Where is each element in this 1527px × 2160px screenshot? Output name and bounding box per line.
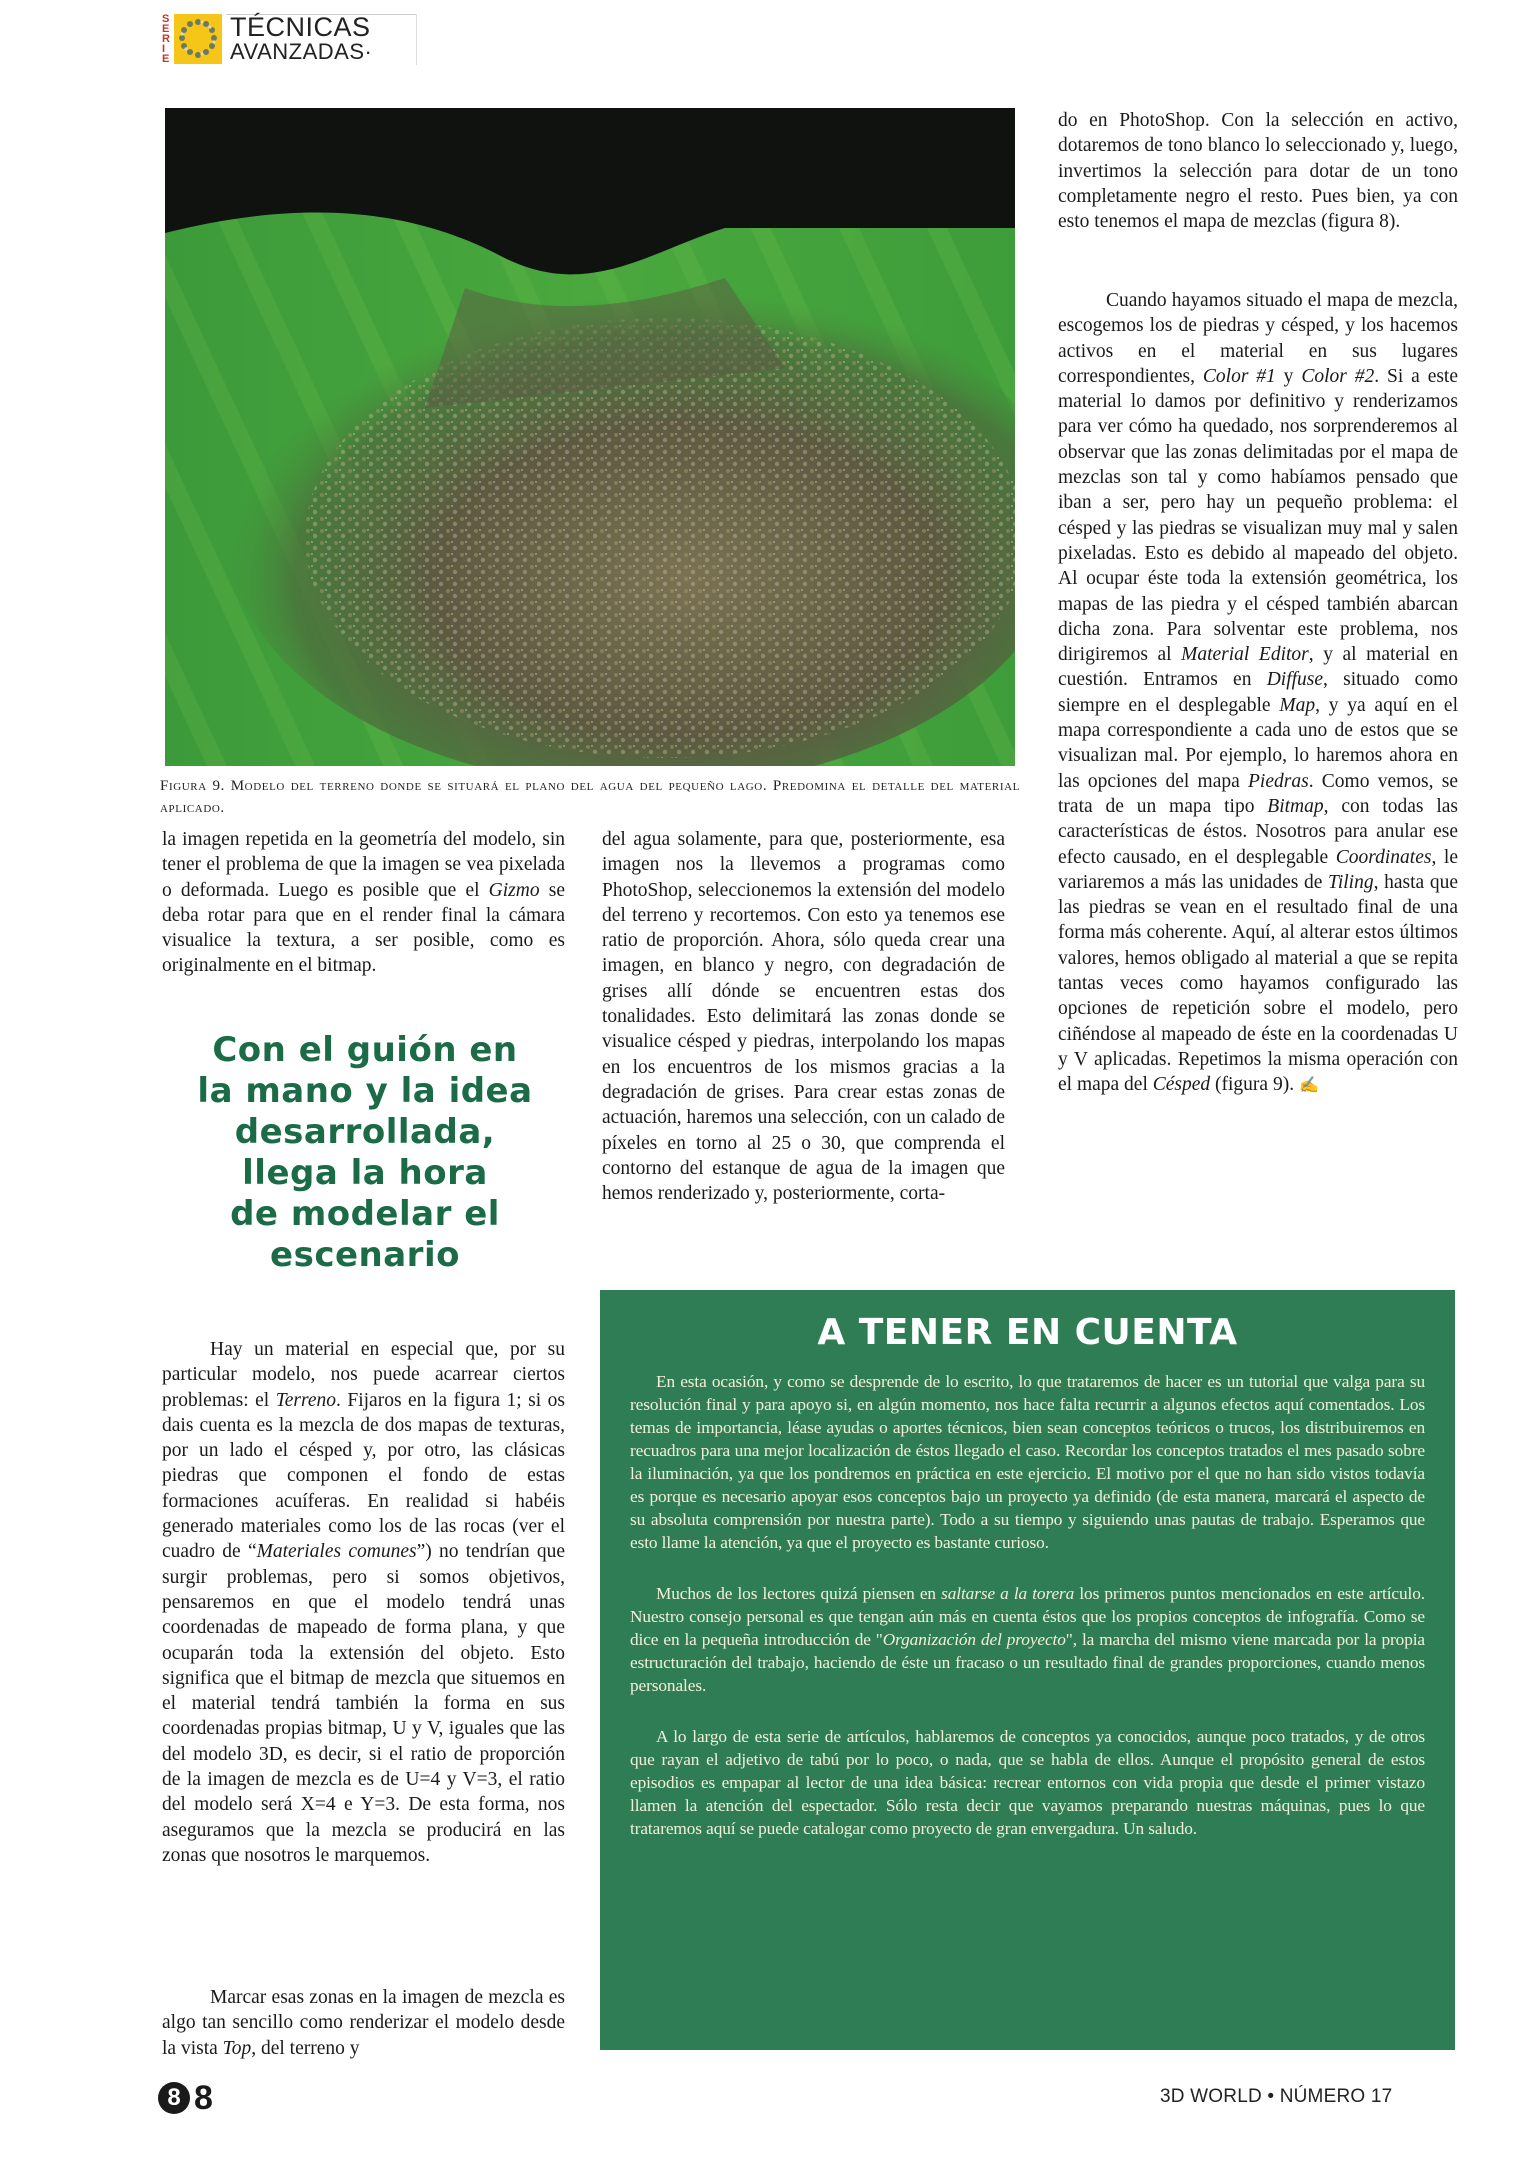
article-column-right-top xyxy=(1058,108,1458,234)
paragraph: Marcar esas zonas en la imagen de mezcla es algo tan sencillo como renderizar el modelo desde la vista Top, del terreno y xyxy=(162,1987,565,2059)
stone-ring-icon xyxy=(174,14,222,64)
series-title-line2: AVANZADAS· xyxy=(230,39,373,64)
page-folio xyxy=(158,2080,213,2116)
paragraph: del agua solamente, para que, posteriormente, esa imagen nos la llevemos a programas como PhotoShop, seleccionemos la extensión del modelo del terreno y recortemos. Con esto ya tenemos ese ratio de proporción. Ahora, sólo queda crear una imagen, en blanco y negro, con degradación de grises allí dónde se encuentren estas dos tonalidades. Esto delimitará las zonas donde se visualice césped y piedras, interpolando los mapas en los encuentros de los mismos gracias a la degradación de grises. Para crear estas zonas de actuación, haremos una selección, con un calado de píxeles en torno al 25 o 30, que comprenda el contorno del estanque de agua de la imagen que hemos renderizado y, posteriormente, corta- xyxy=(602,829,1005,1205)
paragraph: Cuando hayamos situado el mapa de mezcla, escogemos los de piedras y césped, y los hacemos activos en el material en sus lugares correspondientes, Color #1 y Color #2. Si a este material lo damos por definitivo y renderizamos para ver cómo ha quedado, nos sorprenderemos al observar que las zonas delimitadas por el mapa de mezclas son tal y como habíamos pensado que iban a ser, pero hay un pequeño problema: el césped y las piedras se visualizan muy mal y salen pixeladas. Esto es debido al mapeado del objeto. Al ocupar éste toda la extensión geométrica, los mapas de las piedra y el césped también abarcan dicha zona. Para solventar este problema, nos dirigiremos al Material Editor, y al material en cuestión. Entramos en Diffuse, situado como siempre en el desplegable Map, y ya aquí en el mapa correspondiente a cada uno de estos que se visualizan mal. Por ejemplo, lo haremos ahora en las opciones del mapa Piedras. Como vemos, se trata de un mapa tipo Bitmap, con todas las características de éstos. Nosotros para anular ese efecto causado, en el desplegable Coordinates, le variaremos a más las unidades de Tiling, hasta que las piedras se vean en el resultado final de una forma más coherente. Aquí, al alterar estos últimos valores, hemos obligado al material a que se repita tantas veces como hayamos configurado las opciones de repetición sobre el modelo, pero ciñéndose al mapeado de éste en la coordenadas U y V aplicadas. Repetimos la misma operación con el mapa del Césped (figura 9). ✍ xyxy=(1058,290,1459,1096)
sidebar-box-title: A TENER EN CUENTA xyxy=(817,1312,1238,1353)
page-circle-icon: 8 xyxy=(158,2082,190,2114)
figure-9-terrain-render xyxy=(165,108,1015,766)
series-title-line1: TÉCNICAS xyxy=(230,12,371,42)
pull-quote-line: la mano y la idea xyxy=(197,1071,533,1111)
end-of-article-icon: ✍ xyxy=(1298,1077,1319,1095)
sidebar-paragraph: En esta ocasión, y como se desprende de lo escrito, lo que trataremos de hacer es un tutorial que valga para su resolución final y para apoyo si, en algún momento, nos hace falta recurrir a algunos efectos aquí comentados. Los temas de importancia, léase ayudas o aportes técnicos, bien sean conceptos teóricos o trucos, los distribuiremos en recuadros para una mejor localización de éstos llegado el caso. Recordar los conceptos tratados el mes pasado sobre la iluminación, ya que los pondremos en práctica en este ejercicio. El motivo por el que no han sido vistos todavía es porque es necesario apoyar esos conceptos bajo un proyecto ya definido (de esta manera, marcará el aspecto de su absoluta comprensión por nuestra parte). Todo a su tiempo y siguiendo unas pautas de trabajo. Esperamos que esto llame la atención, ya que el proyecto es bastante curioso. xyxy=(630,1372,1425,1552)
article-column-left-bottom xyxy=(162,1337,565,1868)
terrain-render-image xyxy=(165,108,1015,766)
page-number: 8 xyxy=(194,2079,213,2117)
magazine-issue: 3D WORLD • NÚMERO 17 xyxy=(1160,2086,1393,2107)
pull-quote-line: desarrollada, xyxy=(234,1112,496,1152)
pull-quote-line: llega la hora xyxy=(242,1153,488,1193)
pull-quote-line: Con el guión en xyxy=(212,1030,518,1070)
article-column-right xyxy=(1058,288,1458,1099)
pull-quote xyxy=(170,1030,560,1276)
series-logo xyxy=(148,8,438,70)
series-vertical-label: S E R I E xyxy=(162,13,170,65)
pull-quote-line: de modelar el xyxy=(230,1194,500,1234)
sidebar-paragraph: A lo largo de esta serie de artículos, hablaremos de conceptos ya conocidos, aunque poco tratados, y de otros que rayan el adjetivo de tabú por lo poco, o nada, que se habla de ellos. Aunque el propósito general de estos episodios es empapar al lector de una idea básica: recrear entornos con vida propia que desde el primer vistazo llamen la atención del espectador. Sólo resta decir que vayamos preparando nuestras máquinas, pues lo que trataremos aquí se puede catalogar como proyecto de gran envergadura. Un saludo. xyxy=(630,1727,1425,1838)
article-column-left-top xyxy=(162,827,565,979)
figure-caption: Figura 9. Modelo del terreno donde se situará el plano del agua del pequeño lago. Predomina el detalle del material aplicado. xyxy=(160,778,1020,816)
paragraph: la imagen repetida en la geometría del modelo, sin tener el problema de que la imagen se vea pixelada o deformada. Luego es posible que el Gizmo se deba rotar para que en el render final la cámara visualice la textura, a ser posible, como es originalmente en el bitmap. xyxy=(162,829,565,977)
pull-quote-line: escenario xyxy=(270,1235,460,1275)
paragraph: do en PhotoShop. Con la selección en activo, dotaremos de tono blanco lo seleccionado y, luego, invertimos la selección para dotar de un tono completamente negro el resto. Pues bien, ya con esto tenemos el mapa de mezclas (figura 8). xyxy=(1058,110,1458,233)
article-column-left-last xyxy=(162,1985,565,2061)
sidebar-paragraph: Muchos de los lectores quizá piensen en saltarse a la torera los primeros puntos mencionados en este artículo. Nuestro consejo personal es que tengan aún más en cuenta éstos que los propios conceptos de infografía. Como se dice en la pequeña introducción de "Organización del proyecto", la marcha del mismo viene marcada por la propia estructuración del trabajo, haciendo de éste un fracaso o un resultado final de grandes proporciones, cuando menos personales. xyxy=(630,1584,1426,1695)
paragraph: Hay un material en especial que, por su particular modelo, nos puede acarrear ciertos problemas: el Terreno. Fijaros en la figura 1; si os dais cuenta es la mezcla de dos mapas de texturas, por un lado el césped y, por otro, las clásicas piedras que componen el fondo de estas formaciones acuíferas. En realidad si habéis generado materiales como los de las rocas (ver el cuadro de “Materiales comunes”) no tendrían que surgir problemas, pero si somos objetivos, pensaremos en que el modelo tendrá unas coordenadas de mapeado de forma plana, y que ocuparán toda la extensión del objeto. Esto significa que el bitmap de mezcla que situemos en el material tendrá también la forma en sus coordenadas propias bitmap, U y V, iguales que las del modelo 3D, es decir, si el ratio de proporción de la imagen de mezcla es de U=4 y V=3, el ratio del modelo será X=4 e Y=3. De esta forma, nos aseguramos que la mezcla se producirá en las zonas que nosotros le marquemos. xyxy=(162,1339,565,1866)
sidebar-box-a-tener-en-cuenta xyxy=(600,1290,1455,2050)
article-column-middle xyxy=(602,827,1005,1206)
